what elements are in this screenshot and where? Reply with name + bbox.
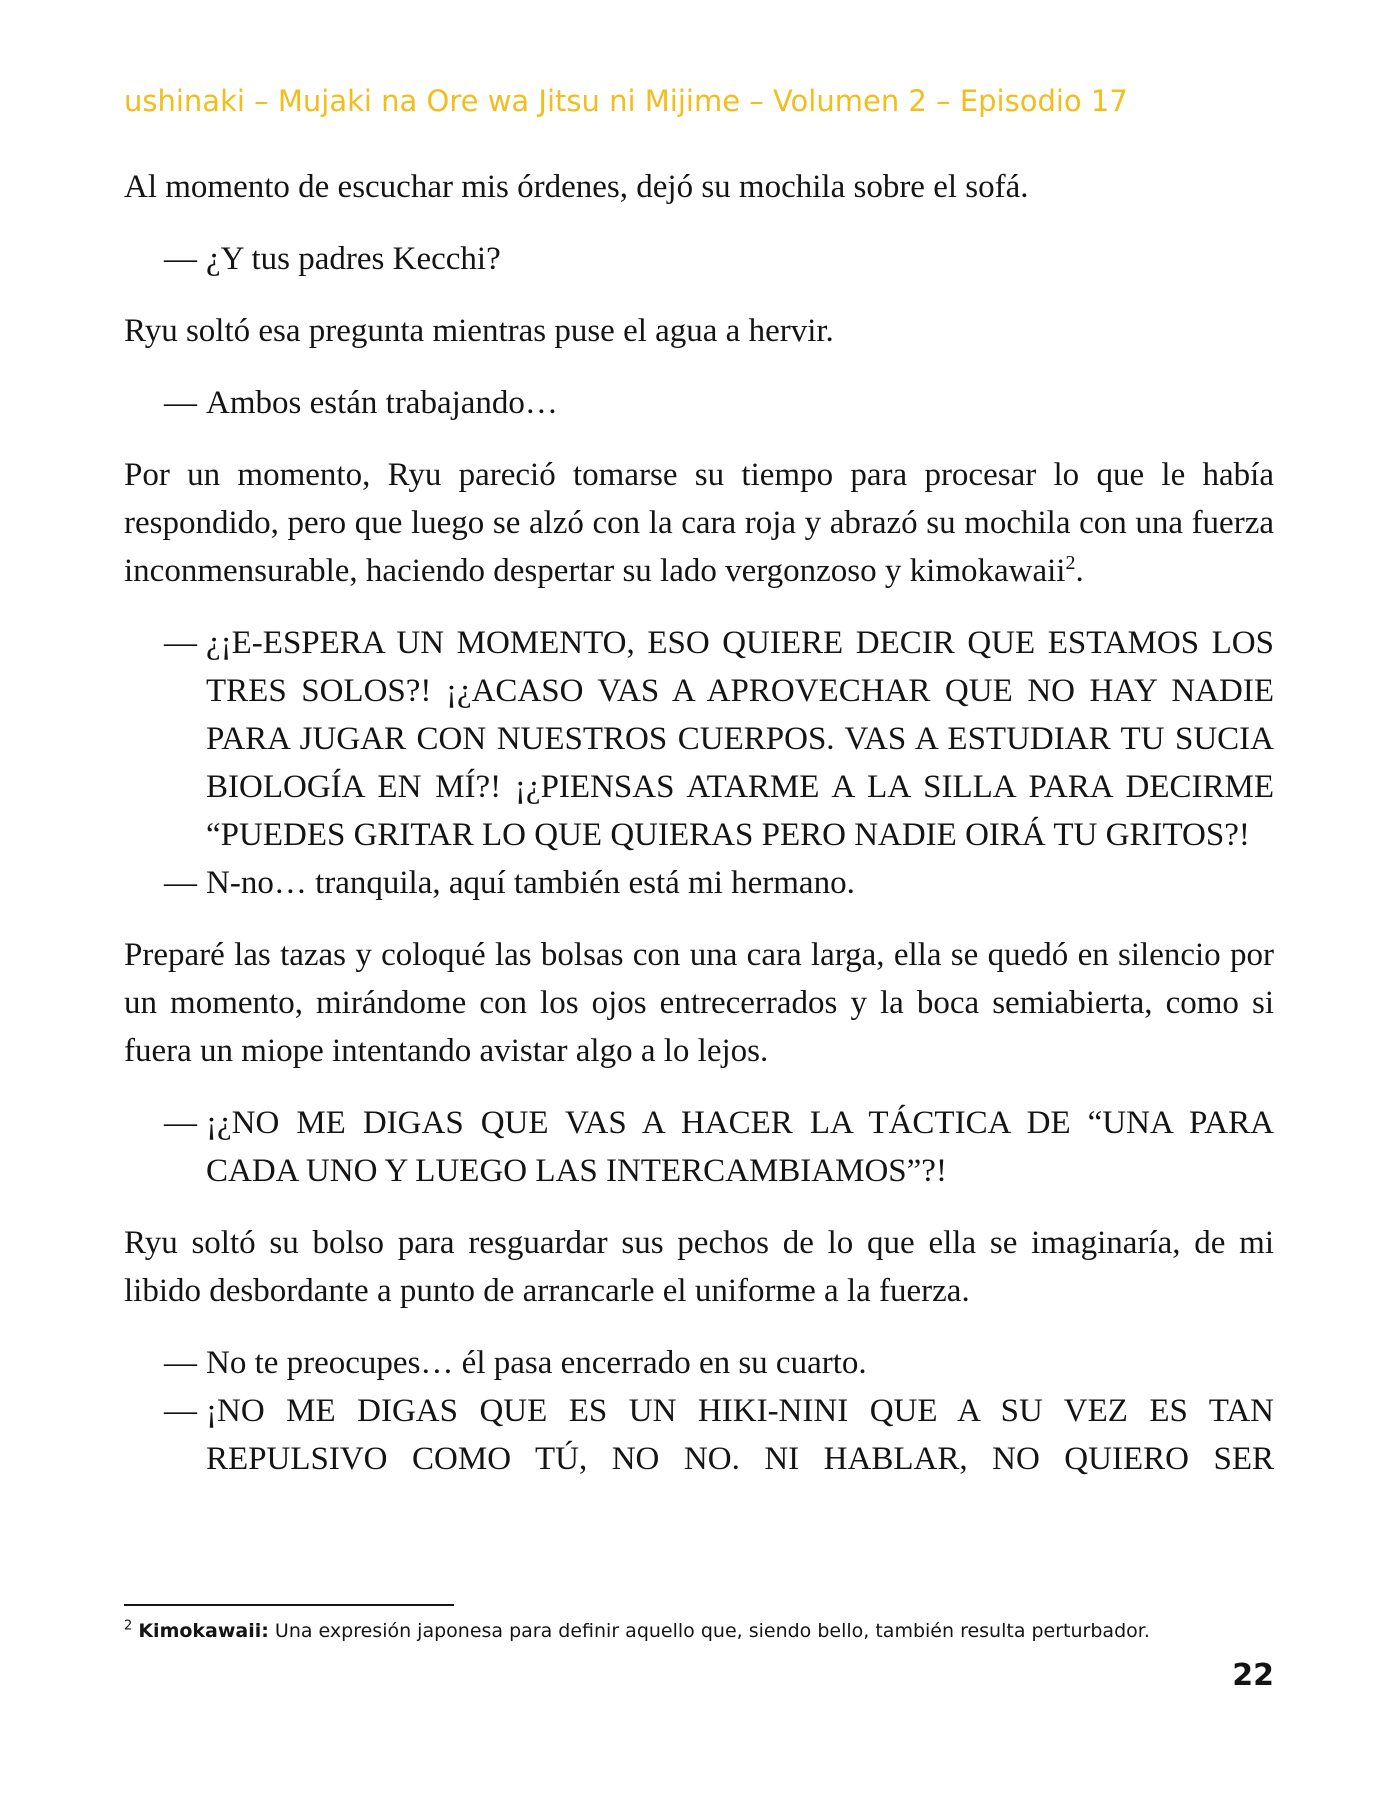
footnote <box>124 1620 1274 1642</box>
dialogue-line <box>124 1099 1274 1195</box>
dialogue-dash: — <box>164 1393 197 1429</box>
footnote-text: Una expresión japonesa para definir aquello que, siendo bello, también resulta perturbador. <box>268 1620 1150 1642</box>
dialogue-dash: — <box>164 1105 197 1141</box>
body-text <box>124 163 1274 1483</box>
footnote-term: Kimokawaii: <box>138 1620 269 1642</box>
dialogue-dash: — <box>164 865 197 901</box>
dialogue-line <box>124 619 1274 859</box>
running-header: ushinaki – Mujaki na Ore wa Jitsu ni Mijime – Volumen 2 – Episodio 17 <box>124 84 1128 118</box>
dialogue-text: ¿Y tus padres Kecchi? <box>206 241 501 277</box>
dialogue-line <box>124 859 1274 907</box>
dialogue-text: ¡¿NO ME DIGAS QUE VAS A HACER LA TÁCTICA DE “UNA PARA CADA UNO Y LUEGO LAS INTERCAMBIAMOS”?! <box>206 1105 1274 1189</box>
dialogue-dash: — <box>164 385 197 421</box>
dialogue-dash: — <box>164 1345 197 1381</box>
dialogue-dash: — <box>164 241 197 277</box>
dialogue-line <box>124 235 1274 283</box>
dialogue-text: Ambos están trabajando… <box>206 385 558 421</box>
footnote-divider <box>124 1604 454 1606</box>
footnote-reference: 2 <box>1065 552 1076 574</box>
dialogue-text: ¡NO ME DIGAS QUE ES UN HIKI-NINI QUE A SU VEZ ES TAN REPULSIVO COMO TÚ, NO NO. NI HABLAR, NO QUIERO SER <box>206 1393 1274 1477</box>
paragraph <box>124 451 1274 595</box>
paragraph: Al momento de escuchar mis órdenes, dejó su mochila sobre el sofá. <box>124 169 1029 205</box>
dialogue-text: N-no… tranquila, aquí también está mi hermano. <box>206 865 855 901</box>
paragraph: Ryu soltó su bolso para resguardar sus pechos de lo que ella se imaginaría, de mi libido desbordante a punto de arrancarle el uniforme a la fuerza. <box>124 1225 1274 1309</box>
dialogue-dash: — <box>164 625 197 661</box>
page-number: 22 <box>1232 1658 1274 1693</box>
paragraph-text-end: . <box>1075 553 1084 589</box>
paragraph-text: Por un momento, Ryu pareció tomarse su tiempo para procesar lo que le había respondido, pero que luego se alzó con la cara roja y abrazó su mochila con una fuerza inconmensurable, haciendo despertar su lado vergonzoso y kimokawaii <box>124 457 1274 589</box>
paragraph: Preparé las tazas y coloqué las bolsas con una cara larga, ella se quedó en silencio por un momento, mirándome con los ojos entrecerrados y la boca semiabierta, como si fuera un miope intentando avistar algo a lo lejos. <box>124 937 1274 1069</box>
dialogue-text: No te preocupes… él pasa encerrado en su cuarto. <box>206 1345 867 1381</box>
dialogue-line <box>124 1339 1274 1387</box>
dialogue-line <box>124 1387 1274 1483</box>
footnote-number: 2 <box>124 1618 133 1634</box>
paragraph: Ryu soltó esa pregunta mientras puse el agua a hervir. <box>124 313 834 349</box>
dialogue-line <box>124 379 1274 427</box>
dialogue-text: ¿¡E-ESPERA UN MOMENTO, ESO QUIERE DECIR QUE ESTAMOS LOS TRES SOLOS?! ¡¿ACASO VAS A APROVECHAR QUE NO HAY NADIE PARA JUGAR CON NUESTROS CUERPOS. VAS A ESTUDIAR TU SUCIA BIOLOGÍA EN MÍ?! ¡¿PIENSAS ATARME A LA SILLA PARA DECIRME “PUEDES GRITAR LO QUE QUIERAS PERO NADIE OIRÁ TU GRITOS?! <box>206 625 1274 853</box>
